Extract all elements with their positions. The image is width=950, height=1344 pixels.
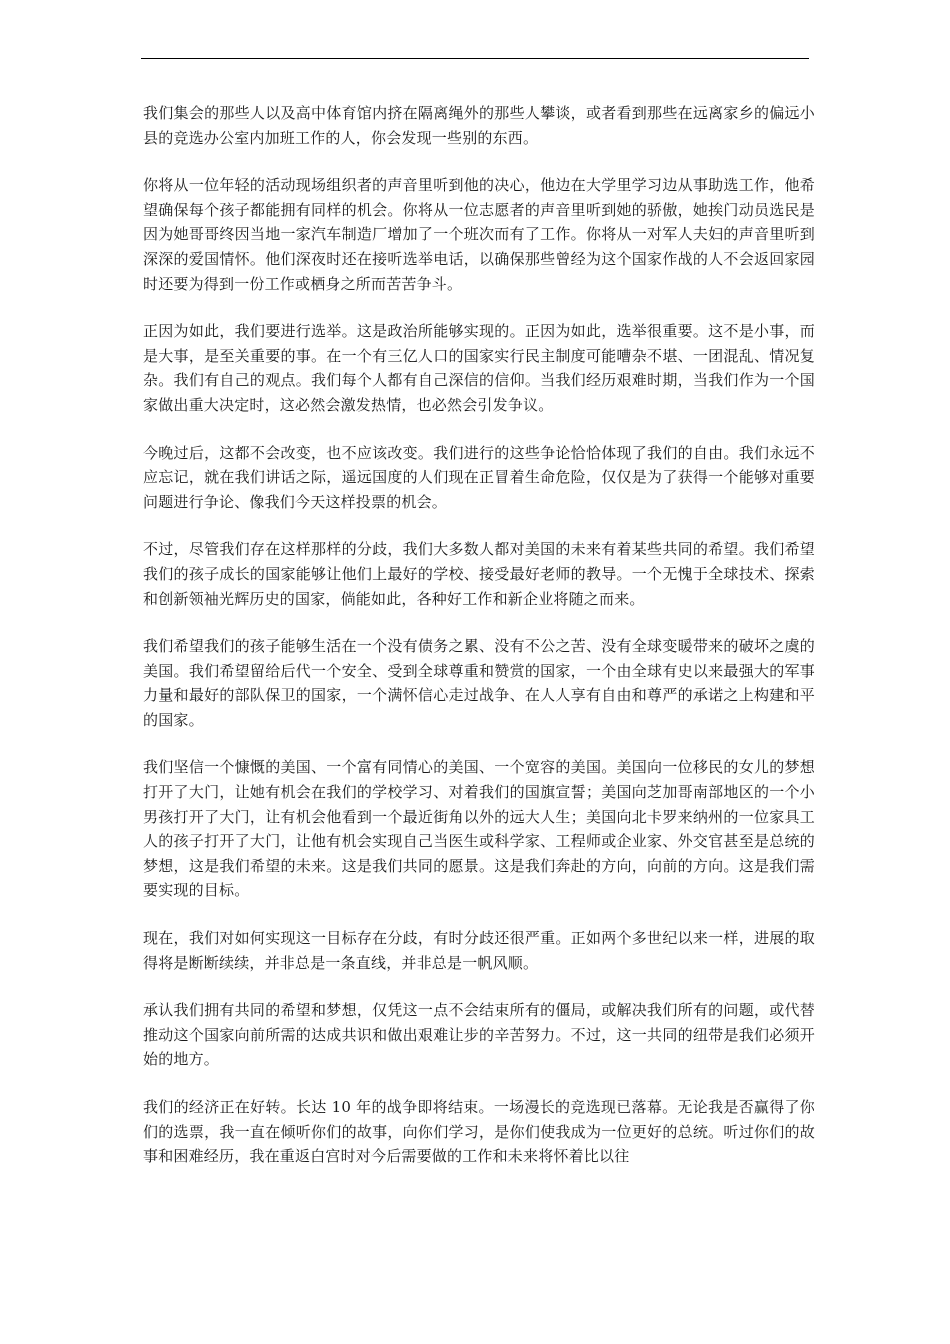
paragraph-5: 不过，尽管我们存在这样那样的分歧，我们大多数人都对美国的未来有着某些共同的希望。我们希望我们的孩子成长的国家能够让他们上最好的学校、接受最好老师的教导。一个无愧于全球技术、探索和创新领袖光辉历史的国家，倘能如此，各种好工作和新企业将随之而来。 [143,540,815,608]
paragraph-4: 今晚过后，这都不会改变，也不应该改变。我们进行的这些争论恰恰体现了我们的自由。我们永远不应忘记，就在我们讲话之际，遥远国度的人们现在正冒着生命危险，仅仅是为了获得一个能够对重要问题进行争论、像我们今天这样投票的机会。 [143,443,815,511]
paragraph-3: 正因为如此，我们要进行选举。这是政治所能够实现的。正因为如此，选举很重要。这不是小事，而是大事，是至关重要的事。在一个有三亿人口的国家实行民主制度可能嘈杂不堪、一团混乱、情况复杂。我们有自己的观点。我们每个人都有自己深信的信仰。当我们经历艰难时期，当我们作为一个国家做出重大决定时，这必然会激发热情，也必然会引发争议。 [143,322,815,414]
paragraph-1: 我们集会的那些人以及高中体育馆内挤在隔离绳外的那些人攀谈，或者看到那些在远离家乡的偏远小县的竞选办公室内加班工作的人，你会发现一些别的东西。 [143,104,815,147]
paragraph-9: 承认我们拥有共同的希望和梦想，仅凭这一点不会结束所有的僵局，或解决我们所有的问题，或代替推动这个国家向前所需的达成共识和做出艰难让步的辛苦努力。不过，这一共同的纽带是我们必须开始的地方。 [143,1001,815,1069]
paragraph-8: 现在，我们对如何实现这一目标存在分歧，有时分歧还很严重。正如两个多世纪以来一样，进展的取得将是断断续续，并非总是一条直线，并非总是一帆风顺。 [143,929,815,972]
paragraph-10: 我们的经济正在好转。长达 10 年的战争即将结束。一场漫长的竞选现已落幕。无论我是否赢得了你们的选票，我一直在倾听你们的故事，向你们学习，是你们使我成为一位更好的总统。听过你们的故事和困难经历，我在重返白宫时对今后需要做的工作和未来将怀着比以往 [143,1098,815,1166]
document-body [143,101,815,1192]
paragraph-2: 你将从一位年轻的活动现场组织者的声音里听到他的决心，他边在大学里学习边从事助选工作，他希望确保每个孩子都能拥有同样的机会。你将从一位志愿者的声音里听到她的骄傲，她挨门动员选民是因为她哥哥终因当地一家汽车制造厂增加了一个班次而有了工作。你将从一对军人夫妇的声音里听到深深的爱国情怀。他们深夜时还在接听选举电话，以确保那些曾经为这个国家作战的人不会返回家园时还要为得到一份工作或栖身之所而苦苦争斗。 [143,176,815,293]
paragraph-6: 我们希望我们的孩子能够生活在一个没有债务之累、没有不公之苦、没有全球变暖带来的破坏之虞的美国。我们希望留给后代一个安全、受到全球尊重和赞赏的国家，一个由全球有史以来最强大的军事力量和最好的部队保卫的国家，一个满怀信心走过战争、在人人享有自由和尊严的承诺之上构建和平的国家。 [143,637,815,729]
header-rule [141,58,809,59]
paragraph-7: 我们坚信一个慷慨的美国、一个富有同情心的美国、一个宽容的美国。美国向一位移民的女儿的梦想打开了大门，让她有机会在我们的学校学习、对着我们的国旗宣誓；美国向芝加哥南部地区的一个小男孩打开了大门，让有机会他看到一个最近街角以外的远大人生；美国向北卡罗来纳州的一位家具工人的孩子打开了大门，让他有机会实现自己当医生或科学家、工程师或企业家、外交官甚至是总统的梦想，这是我们希望的未来。这是我们共同的愿景。这是我们奔赴的方向，向前的方向。这是我们需要实现的目标。 [143,758,815,900]
